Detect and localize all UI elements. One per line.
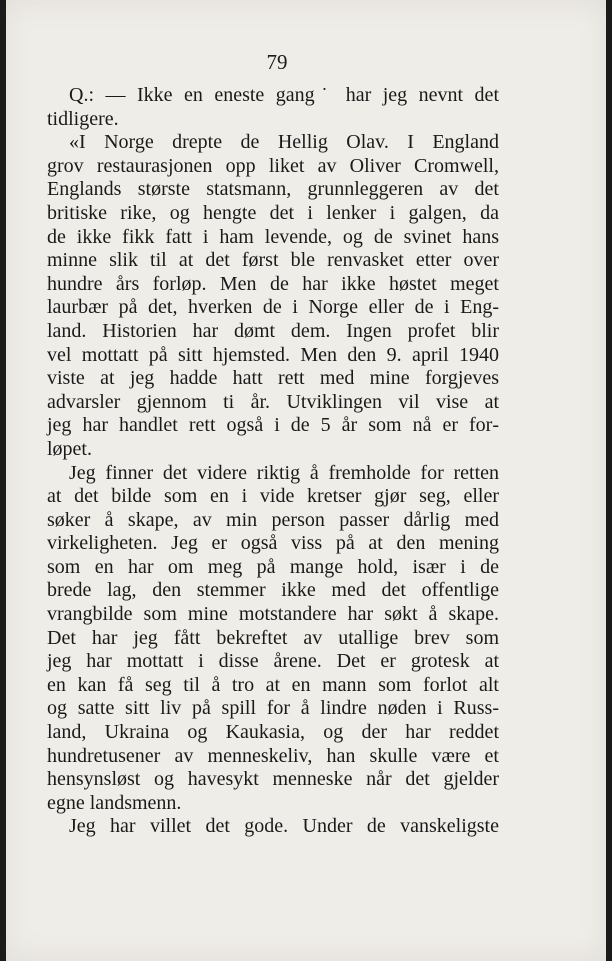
text-line: viste at jeg hadde hatt rett med mine forgjeves [47,367,499,390]
text-line: minne slik til at det først ble renvasket etter over [47,249,499,272]
page-number: 79 [266,50,288,74]
text-line: Det har jeg fått bekreftet av utallige brev som [47,626,499,649]
text-line: Jeg har villet det gode. Under de vanskeligste [69,815,499,838]
text-line: en kan få seg til å tro at en mann som forlot alt [47,673,499,696]
text-line: «I Norge drepte de Hellig Olav. I England [69,131,499,154]
body-text [47,84,499,839]
text-line: Q.: — Ikke en eneste gang˙ har jeg nevnt det [69,84,499,106]
text-line: tidligere. [47,107,119,130]
text-line: land, Ukraina og Kaukasia, og der har reddet [47,721,499,744]
text-line: vel mottatt på sitt hjemsted. Men den 9. april 1940 [47,343,499,366]
book-page [3,0,609,961]
text-line: land. Historien har dømt dem. Ingen profet blir [47,319,499,342]
text-line: virkeligheten. Jeg er også viss på at den mening [47,532,499,555]
text-line: og satte sitt liv på spill for å lindre nøden i Russ‑ [47,697,499,720]
scan-edge-right [606,0,609,961]
text-line: egne landsmenn. [47,791,182,814]
text-line: Jeg finner det videre riktig å fremholde for retten [69,461,499,484]
text-line: søker å skape, av min person passer dårlig med [47,508,499,531]
text-line: Englands største statsmann, grunnleggeren av det [47,178,499,201]
text-line: brede lag, den stemmer ikke med det offentlige [47,579,499,602]
text-line: vrangbilde som mine motstandere har søkt å skape. [47,603,499,626]
text-line: hundre års forløp. Men de har ikke høstet meget [47,272,499,295]
text-line: hensynsløst og havesykt menneske når det gjelder [47,768,499,791]
text-line: jeg har mottatt i disse årene. Det er grotesk at [47,650,499,673]
scan-edge-left [3,0,6,961]
text-line: som en har om meg på mange hold, især i de [47,555,499,578]
text-line: britiske rike, og hengte det i lenker i galgen, da [47,201,499,224]
text-line: advarsler gjennom ti år. Utviklingen vil vise at [47,390,499,413]
text-line: løpet. [47,437,92,460]
text-line: grov restaurasjonen opp liket av Oliver Cromwell, [47,154,499,177]
text-line: jeg har handlet rett også i de 5 år som nå er for‑ [47,414,499,437]
text-line: de ikke fikk fatt i ham levende, og de svinet hans [47,225,499,248]
text-line: hundretusener av menneskeliv, han skulle være et [47,744,499,767]
text-line: at det bilde som en i vide kretser gjør seg, eller [47,485,499,508]
text-line: laurbær på det, hverken de i Norge eller de i Eng‑ [47,296,499,319]
